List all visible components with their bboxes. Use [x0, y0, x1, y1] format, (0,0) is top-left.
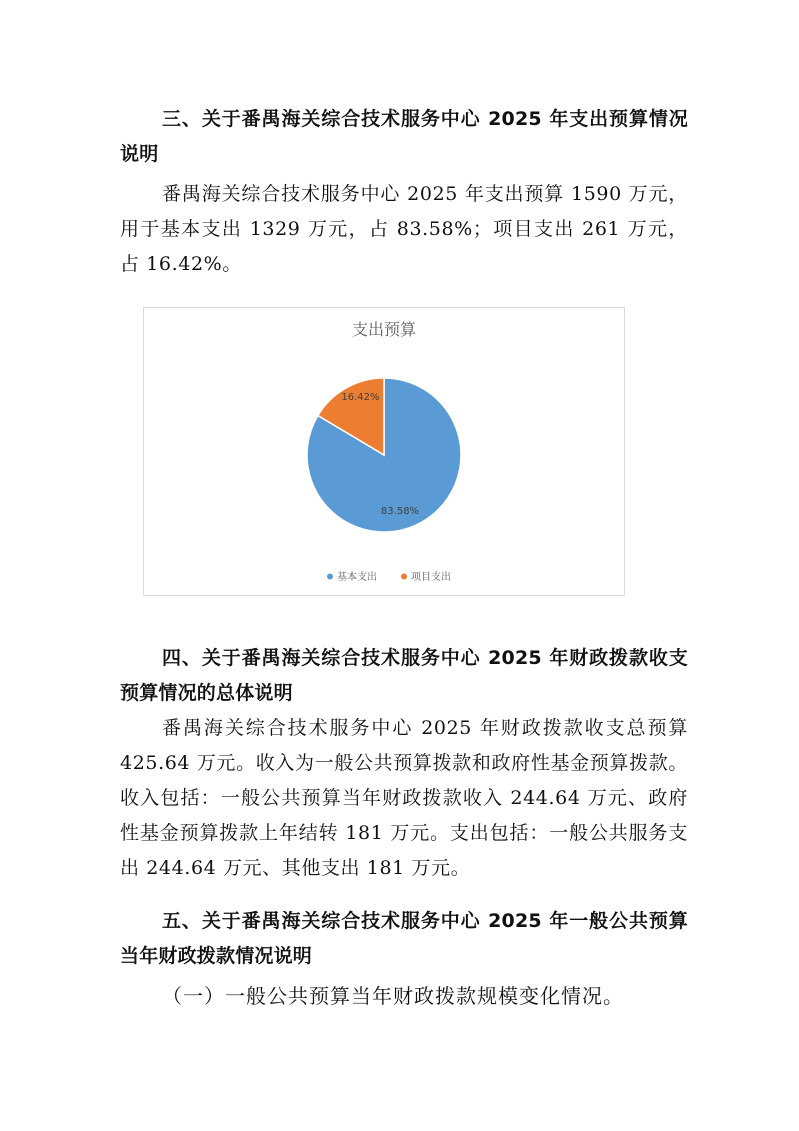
pie-chart-svg: [144, 308, 624, 595]
legend-marker-project: [401, 574, 407, 580]
section-4-heading: 四、关于番禺海关综合技术服务中心 2025 年财政拨款收支预算情况的总体说明: [120, 647, 688, 704]
data-label-project: 16.42%: [341, 392, 380, 403]
section-5-subheading: （一）一般公共预算当年财政拨款规模变化情况。: [162, 984, 624, 1008]
legend-label-project: 项目支出: [411, 572, 451, 583]
section-3-heading: 三、关于番禺海关综合技术服务中心 2025 年支出预算情况说明: [120, 108, 688, 165]
legend-label-basic: 基本支出: [337, 572, 377, 583]
data-label-basic: 83.58%: [380, 506, 420, 517]
chart-title: 支出预算: [351, 320, 417, 339]
section-5-heading: 五、关于番禺海关综合技术服务中心 2025 年一般公共预算当年财政拨款情况说明: [120, 910, 688, 967]
section-3-body: 番禺海关综合技术服务中心 2025 年支出预算 1590 万元，用于基本支出 1329 万元，占 83.58%；项目支出 261 万元，占 16.42%。: [120, 183, 688, 275]
legend-marker-basic: [327, 574, 333, 580]
section-4-body: 番禺海关综合技术服务中心 2025 年财政拨款收支总预算 425.64 万元。收入为一般公共预算拨款和政府性基金预算拨款。收入包括：一般公共预算当年财政拨款收入 244.64 万元、政府性基金预算拨款上年结转 181 万元。支出包括：一般公共服务支出 244.64 万元、其他支出 181 万元。: [120, 717, 688, 879]
expenditure-pie-chart: [143, 307, 625, 596]
